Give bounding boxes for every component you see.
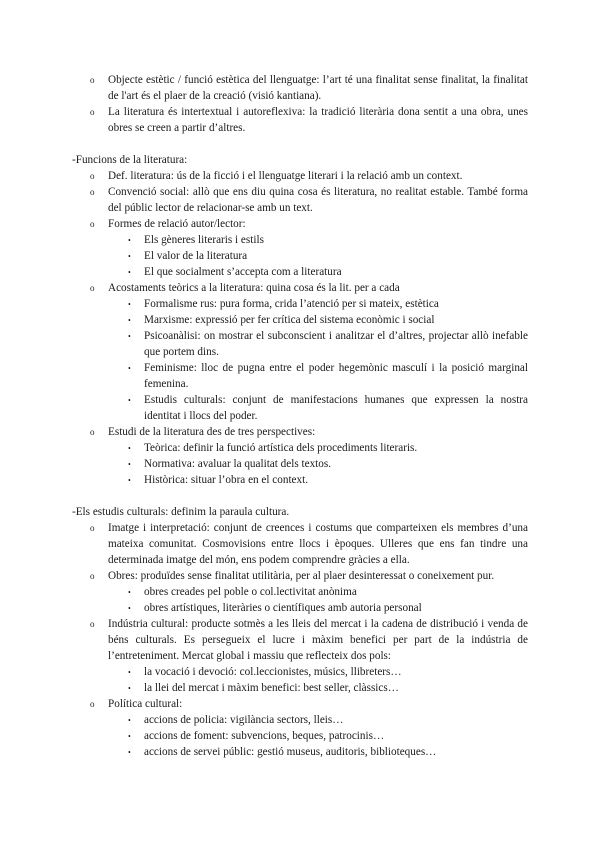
list-item: Estudi de la literatura des de tres perspectives: <box>108 426 316 438</box>
sub-list-item: obres artístiques, literàries o científiques amb autoria personal <box>144 602 422 614</box>
list-item: La literatura és intertextual i autoreflexiva: la tradició literària dona sentit a una obra, unes obres se creen a partir d’altres. <box>108 106 528 135</box>
sub-list-item: Marxisme: expressió per fer crítica del sistema econòmic i social <box>144 314 435 326</box>
sub-list-item: accions de foment: subvencions, beques, patrocinis… <box>144 730 385 742</box>
list-item: Obres: produïdes sense finalitat utilitària, per al plaer desinteressat o coneixement pur. <box>108 570 495 582</box>
outer-bullet: o <box>90 171 95 181</box>
sub-list-item: El valor de la literatura <box>144 250 248 262</box>
outer-bullet: o <box>90 427 95 437</box>
inner-bullet: • <box>128 604 131 613</box>
sub-list-item: la llei del mercat i màxim benefici: best seller, clàssics… <box>144 682 399 694</box>
outer-bullet: o <box>90 699 95 709</box>
inner-bullet: • <box>128 668 131 677</box>
inner-bullet: • <box>128 316 131 325</box>
inner-bullet: • <box>128 268 131 277</box>
outer-bullet: o <box>90 571 95 581</box>
section-heading: -Els estudis culturals: definim la paraula cultura. <box>72 506 290 518</box>
sub-list-item: Psicoanàlisi: on mostrar el subconscient i analitzar el d’altres, projectar allò inefable que portem dins. <box>144 330 528 359</box>
outer-bullet: o <box>90 619 95 629</box>
list-item: Objecte estètic / funció estètica del llenguatge: l’art té una finalitat sense finalitat, la finalitat de l'art és el plaer de la creació (visió kantiana). <box>108 74 528 103</box>
inner-bullet: • <box>128 684 131 693</box>
sub-list-item: El que socialment s’accepta com a literatura <box>144 266 342 278</box>
sub-list-item: accions de policia: vigilància sectors, lleis… <box>144 714 344 726</box>
sub-list-item: Els gèneres literaris i estils <box>144 234 264 246</box>
sub-list-item: accions de servei públic: gestió museus, auditoris, biblioteques… <box>144 746 437 758</box>
sub-list-item: Estudis culturals: conjunt de manifestacions humanes que expressen la nostra identitat i llocs del poder. <box>144 394 528 423</box>
inner-bullet: • <box>128 396 131 405</box>
sub-list-item: Formalisme rus: pura forma, crida l’atenció per si mateix, estètica <box>144 298 439 310</box>
outer-bullet: o <box>90 219 95 229</box>
inner-bullet: • <box>128 748 131 757</box>
list-item: Política cultural: <box>108 698 183 710</box>
outer-bullet: o <box>90 107 95 117</box>
inner-bullet: • <box>128 236 131 245</box>
list-item: Acostaments teòrics a la literatura: quina cosa és la lit. per a cada <box>108 282 400 294</box>
inner-bullet: • <box>128 716 131 725</box>
sub-list-item: Normativa: avaluar la qualitat dels textos. <box>144 458 332 470</box>
list-item: Imatge i interpretació: conjunt de creences i costums que comparteixen els membres d’una mateixa comunitat. Cosmovisions entre llocs i èpoques. Ulleres que ens fan tindre una determinada imatge del món, ens podem comprendre gràcies a ella. <box>108 522 528 567</box>
inner-bullet: • <box>128 460 131 469</box>
section-heading: -Funcions de la literatura: <box>72 154 188 166</box>
outer-bullet: o <box>90 523 95 533</box>
inner-bullet: • <box>128 732 131 741</box>
sub-list-item: Teòrica: definir la funció artística dels procediments literaris. <box>144 442 418 454</box>
list-item: Formes de relació autor/lector: <box>108 218 246 230</box>
outer-bullet: o <box>90 283 95 293</box>
list-item: Convenció social: allò que ens diu quina cosa és literatura, no realitat estable. També forma del públic lector de relacionar-se amb un text. <box>108 186 528 215</box>
outer-bullet: o <box>90 75 95 85</box>
inner-bullet: • <box>128 364 131 373</box>
outer-bullet: o <box>90 187 95 197</box>
inner-bullet: • <box>128 588 131 597</box>
inner-bullet: • <box>128 476 131 485</box>
inner-bullet: • <box>128 332 131 341</box>
inner-bullet: • <box>128 300 131 309</box>
sub-list-item: la vocació i devoció: col.leccionistes, músics, llibreters… <box>144 666 402 678</box>
inner-bullet: • <box>128 252 131 261</box>
sub-list-item: Històrica: situar l’obra en el context. <box>144 474 309 486</box>
list-item: Def. literatura: ús de la ficció i el llenguatge literari i la relació amb un context. <box>108 170 463 182</box>
inner-bullet: • <box>128 444 131 453</box>
list-item: Indústria cultural: producte sotmès a les lleis del mercat i la cadena de distribució i venda de béns culturals. Es persegueix el lucre i màxim benefici per part de la indústria de l’entreteniment. Mercat global i massiu que reflecteix dos pols: <box>108 618 528 663</box>
sub-list-item: obres creades pel poble o col.lectivitat anònima <box>144 586 357 598</box>
sub-list-item: Feminisme: lloc de pugna entre el poder hegemònic masculí i la posició marginal femenina. <box>144 362 528 391</box>
